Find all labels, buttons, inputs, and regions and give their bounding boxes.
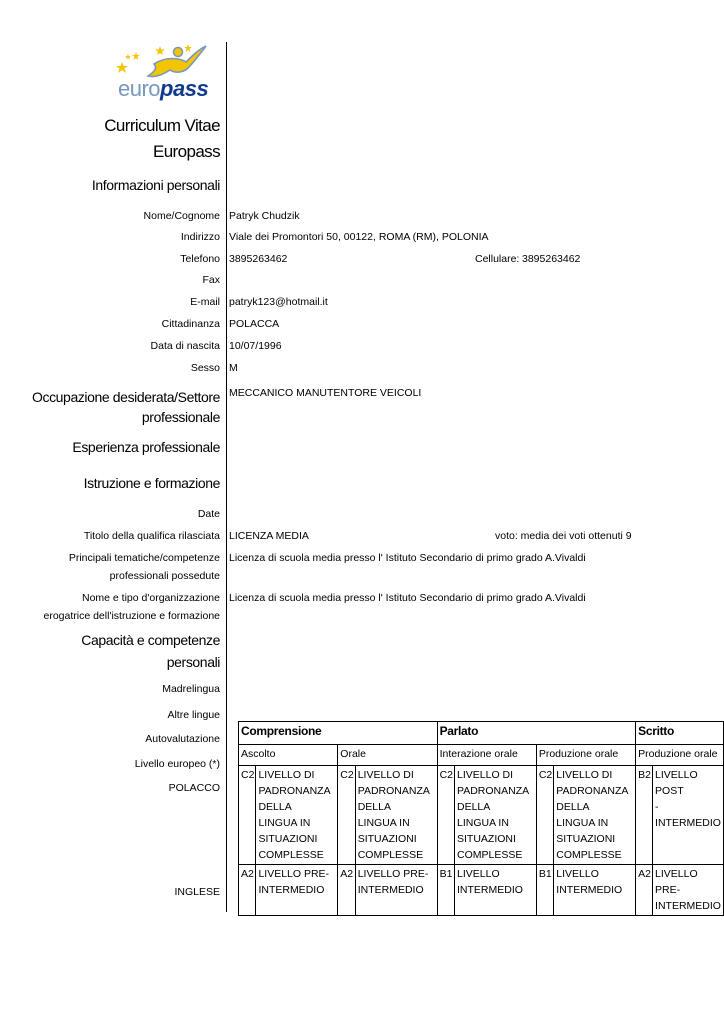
level-description-line: LIVELLO DI — [258, 769, 315, 781]
sub-reading: Orale — [338, 745, 437, 766]
sex-value: M — [229, 362, 238, 374]
level-description — [455, 865, 537, 916]
sub-writing: Produzione orale — [636, 745, 724, 766]
level-description-line: SITUAZIONI — [357, 833, 417, 845]
language-row-polish — [239, 766, 724, 865]
europass-logo — [114, 42, 226, 104]
level-code: B1 — [536, 865, 553, 916]
level-description-line: SITUAZIONI — [457, 833, 516, 845]
birthdate-value: 10/07/1996 — [229, 340, 282, 352]
level-code: A2 — [338, 865, 355, 916]
level-description-line: LIVELLO PRE- — [655, 868, 698, 896]
grade-value: voto: media dei voti ottenuti 9 — [495, 530, 632, 542]
level-code: C2 — [536, 766, 553, 865]
logo-pass-text: pass — [160, 76, 209, 101]
address-value: Viale dei Promontori 50, 00122, ROMA (RM), POLONIA — [229, 231, 489, 243]
level-description-line: LINGUA IN — [457, 817, 509, 829]
phone-label: Telefono — [180, 253, 220, 265]
level-code: C2 — [338, 766, 355, 865]
level-description-line: LIVELLO POST — [655, 769, 698, 797]
birthdate-label: Data di nascita — [150, 340, 220, 352]
mobile-value: 3895263462 — [522, 253, 581, 265]
level-description-line: PADRONANZA — [258, 785, 331, 797]
level-description-line: INTERMEDIO — [457, 884, 523, 896]
section-personal-info: Informazioni personali — [91, 177, 220, 193]
level-description-line: COMPLESSE — [357, 849, 424, 861]
group-writing: Scritto — [636, 722, 724, 745]
level-description-line: INTERMEDIO — [556, 884, 623, 896]
level-description-line: LIVELLO — [556, 868, 599, 880]
self-assessment-label: Autovalutazione — [145, 733, 220, 745]
sex-label: Sesso — [190, 362, 220, 374]
section-skills-line2: personali — [166, 654, 220, 670]
org-value: Licenza di scuola media presso l' Istituto Secondario di primo grado A.Vivaldi — [229, 592, 586, 604]
level-description-line: LIVELLO PRE- — [357, 868, 429, 880]
level-description-line: PADRONANZA — [457, 785, 530, 797]
level-description — [256, 766, 338, 865]
europass-wordmark — [118, 76, 208, 102]
section-education: Istruzione e formazione — [83, 475, 220, 491]
language-polish-label: POLACCO — [168, 782, 220, 794]
phone-value: 3895263462 — [229, 253, 288, 265]
level-description-line: LIVELLO — [457, 868, 500, 880]
name-value: Patryk Chudzik — [229, 210, 300, 222]
sub-interaction: Interazione orale — [437, 745, 536, 766]
cv-title-line2: Europass — [152, 142, 220, 161]
european-level-label: Livello europeo (*) — [134, 758, 220, 770]
level-description-line: INTERMEDIO — [258, 884, 325, 896]
qualification-value: LICENZA MEDIA — [229, 530, 309, 542]
citizenship-value: POLACCA — [229, 318, 280, 330]
level-description-line: -INTERMEDIO — [655, 801, 721, 829]
level-code: C2 — [437, 766, 454, 865]
level-description-line: DELLA — [357, 801, 391, 813]
topics-value: Licenza di scuola media presso l' Istituto Secondario di primo grado A.Vivaldi — [229, 552, 586, 564]
section-experience: Esperienza professionale — [72, 439, 220, 455]
level-code: B2 — [636, 766, 653, 865]
section-occupation-line2: professionale — [141, 409, 220, 425]
sub-listening: Ascolto — [239, 745, 338, 766]
language-table — [238, 721, 724, 916]
level-description — [355, 766, 437, 865]
level-description — [653, 865, 724, 916]
email-value: patryk123@hotmail.it — [229, 296, 328, 308]
level-description-line: LINGUA IN — [556, 817, 609, 829]
date-label: Date — [197, 508, 220, 520]
level-description-line: LINGUA IN — [357, 817, 410, 829]
language-table-group-header — [239, 722, 724, 745]
sub-production: Produzione orale — [536, 745, 635, 766]
level-description — [554, 766, 636, 865]
language-row-english — [239, 865, 724, 916]
level-description-line: INTERMEDIO — [655, 900, 721, 912]
address-label: Indirizzo — [180, 231, 220, 243]
level-description-line: PADRONANZA — [357, 785, 430, 797]
level-description — [355, 865, 437, 916]
mother-tongue-label: Madrelingua — [162, 683, 220, 695]
qualification-label: Titolo della qualifica rilasciata — [83, 530, 220, 542]
language-english-label: INGLESE — [174, 886, 220, 898]
group-comprehension: Comprensione — [239, 722, 438, 745]
column-divider — [226, 42, 227, 912]
level-code: A2 — [636, 865, 653, 916]
level-description-line: LIVELLO DI — [357, 769, 414, 781]
cv-title-line1: Curriculum Vitae — [104, 116, 220, 135]
email-label: E-mail — [190, 296, 220, 308]
level-description-line: LIVELLO PRE- — [258, 868, 330, 880]
mobile-label: Cellulare: — [475, 253, 520, 265]
topics-label-line1: Principali tematiche/competenze — [68, 552, 220, 564]
level-description-line: LIVELLO DI — [556, 769, 613, 781]
org-label-line2: erogatrice dell'istruzione e formazione — [43, 610, 220, 622]
level-description-line: DELLA — [556, 801, 590, 813]
level-description — [256, 865, 338, 916]
occupation-value: MECCANICO MANUTENTORE VEICOLI — [229, 387, 422, 399]
level-description-line: PADRONANZA — [556, 785, 629, 797]
level-description-line: COMPLESSE — [457, 849, 523, 861]
other-languages-label: Altre lingue — [167, 709, 220, 721]
citizenship-label: Cittadinanza — [161, 318, 220, 330]
level-description-line: SITUAZIONI — [258, 833, 318, 845]
name-label: Nome/Cognome — [143, 210, 220, 222]
level-description-line: SITUAZIONI — [556, 833, 616, 845]
level-code: B1 — [437, 865, 454, 916]
language-table-sub-header — [239, 745, 724, 766]
level-description-line: COMPLESSE — [258, 849, 324, 861]
level-description-line: LIVELLO DI — [457, 769, 514, 781]
level-description — [455, 766, 537, 865]
level-description — [554, 865, 636, 916]
org-label-line1: Nome e tipo d'organizzazione — [81, 592, 220, 604]
level-code: A2 — [239, 865, 256, 916]
level-description-line: DELLA — [457, 801, 491, 813]
logo-euro-text: euro — [118, 76, 161, 101]
section-occupation-line1: Occupazione desiderata/Settore — [31, 389, 220, 405]
level-description-line: INTERMEDIO — [357, 884, 424, 896]
level-description-line: DELLA — [258, 801, 292, 813]
group-speaking: Parlato — [437, 722, 636, 745]
level-description — [653, 766, 724, 865]
topics-label-line2: professionali possedute — [109, 570, 220, 582]
section-skills-line1: Capacità e competenze — [81, 632, 220, 648]
level-code: C2 — [239, 766, 256, 865]
level-description-line: COMPLESSE — [556, 849, 622, 861]
level-description-line: LINGUA IN — [258, 817, 311, 829]
fax-label: Fax — [202, 274, 220, 286]
